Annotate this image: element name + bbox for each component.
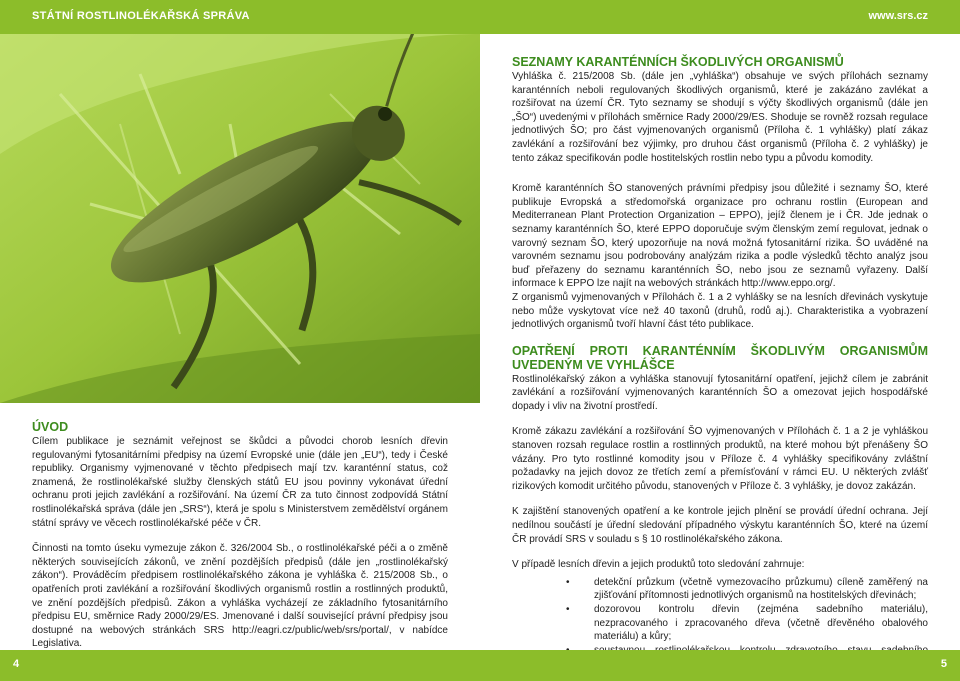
beetle-photo: [0, 34, 480, 403]
page-number-left: 4: [13, 658, 20, 670]
intro-heading: ÚVOD: [32, 420, 69, 434]
measures-heading: OPATŘENÍ PROTI KARANTÉNNÍM ŠKODLIVÝM ORGANISMŮM UVEDENÝM VE VYHLÁŠCE: [512, 343, 928, 372]
footer-bar: [0, 650, 960, 681]
lists-paragraph-3: Z organismů vyjmenovaných v Přílohách č. 1 a 2 vyhlášky se na lesních dřevinách vyskytuje nebo může vyskytovat více než 40 taxonů (druhů, rodů aj.). Charakteristika a vyobrazení jednotlivých organismů tvoří hlavní část této publikace.: [512, 291, 928, 331]
intro-section: [32, 420, 448, 651]
website-link[interactable]: www.srs.cz: [868, 10, 928, 22]
beetle-on-leaf-image: [0, 34, 480, 403]
measures-paragraph-2: Kromě zákazu zavlékání a rozšiřování ŠO vyjmenovaných v Přílohách č. 1 a 2 je vyhláškou stanoven rozsah regulace rostlin a rostlinných produktů, na které mohou být přenášeny ŠO vázány. Pro tyto rostlinné komodity jsou v Příloze č. 4 vyhlášky specifikovány zvláštní požadavky na jejich dovoz ze třetích zemí a přemísťování v rámci EU. U některých zvlášť rizikových komodit určitého původu, stanovených v Příloze č. 3 vyhlášky, je dovoz zakázán.: [512, 426, 928, 492]
page-number-right: 5: [940, 658, 947, 670]
list-item: • detekční průzkum (včetně vymezovacího průzkumu) cíleně zaměřený na zjišťování přítomnosti jednotlivých organismů na hostitelských dřevinách;: [512, 576, 928, 603]
organization-name: STÁTNÍ ROSTLINOLÉKAŘSKÁ SPRÁVA: [32, 10, 250, 22]
lists-heading: SEZNAMY KARANTÉNNÍCH ŠKODLIVÝCH ORGANISMŮ: [512, 55, 844, 69]
quarantine-lists-section: [512, 55, 928, 671]
list-item: • dozorovou kontrolu dřevin (zejména sadebního materiálu), nezpracovaného i zpracovaného dřeva (včetně dřevěného obalového materiálu) a kůry;: [512, 603, 928, 644]
lists-paragraph-2: Kromě karanténních ŠO stanovených právními předpisy jsou důležité i seznamy ŠO, které publikuje Evropská a středomořská organizace pro ochranu rostlin (European and Mediterranean Plant Protection Organization – EPPO), jejíž členem je i ČR. Jde jednak o seznamy karanténních ŠO, které EPPO doporučuje svým členským zemí regulovat, jednak o varovný seznam ŠO, který upozorňuje na nová možná fytosanitární rizika. ŠO uváděné na varovném seznamu jsou podrobovány analýzám rizika a podle výsledků těchto analýz jsou buď přeřazeny do seznamu karanténních ŠO, nebo jsou ze seznamů vyřazeny. Další informace k EPPO lze najít na webových stránkách http://www.eppo.org/.: [512, 183, 928, 290]
lists-paragraph-1: Vyhláška č. 215/2008 Sb. (dále jen „vyhláška“) obsahuje ve svých přílohách seznamy karanténních neboli regulovaných škodlivých organismů, které je zakázáno zavlékat a rozšiřovat na území ČR. Tyto seznamy se shodují s výčty škodlivých organismů (dále jen „ŠO“) uvedenými v přílohách směrnice Rady 2000/29/ES. Shoduje se rovněž rozsah regulace jednotlivých ŠO; pro část vyjmenovaných organismů (Příloha č. 1 vyhlášky) platí zákaz zavlékání a rozšiřování bez výjimky, pro druhou část organismů (Příloha č. 2 vyhlášky) je tento zákaz specifikován podle hostitelských rostlin nebo typu a původu komodity.: [512, 71, 928, 164]
header-bar: [0, 0, 960, 34]
measures-paragraph-4: V případě lesních dřevin a jejich produktů toto sledování zahrnuje:: [512, 559, 805, 571]
measures-paragraph-1: Rostlinolékařský zákon a vyhláška stanovují fytosanitární opatření, jejichž cílem je zabránit zavlékání a rozšiřování vyjmenovaných karanténních ŠO a omezovat jejich hospodářské dopady i vliv na životní prostředí.: [512, 373, 928, 412]
intro-paragraph-2: Činnosti na tomto úseku vymezuje zákon č. 326/2004 Sb., o rostlinolékařské péči a o změně některých souvisejících zákonů, ve znění pozdějších předpisů (dále jen „rostlinolékařský zákon“). Prováděcím předpisem rostlinolékařského zákona je vyhláška č. 215/2008 Sb., o opatřeních proti zavlékání a rozšiřování škodlivých organismů rostlin a rostlinných produktů, ve znění pozdějších předpisů. Zákon a vyhláška vycházejí ze základního fytosanitárního předpisu EU, směrnice Rady 2000/29/ES. Jmenované i další související právní předpisy jsou dostupné na webových stránkách SRS http://eagri.cz/public/web/srs/portal/, v nabídce Legislativa.: [32, 543, 448, 650]
intro-paragraph-1: Cílem publikace je seznámit veřejnost se škůdci a původci chorob lesních dřevin regulovanými fytosanitárními předpisy na území Evropské unie (dále jen „EU“), tedy i České republiky. Organismy vyjmenované v těchto předpisech mají tzv. karanténní status, což znamená, že rostlinolékařské služby členských států EU jsou povinny vykonávat úřední ochranu proti jejich zavlékání a rozšiřování. Na území ČR za tuto činnost zodpovídá Státní rostlinolékařská správa (dále jen „SRS“), která je spolu s Ministerstvem zemědělství orgánem státní správy ve věcech rostlinolékařské péče v ČR.: [32, 436, 448, 529]
measures-paragraph-3: K zajištění stanovených opatření a ke kontrole jejich plnění se provádí úřední ochrana. Její nedílnou součástí je úřední sledování případného výskytu karanténních ŠO, které na území ČR provádí SRS v souladu s § 10 rostlinolékařského zákona.: [512, 506, 928, 545]
